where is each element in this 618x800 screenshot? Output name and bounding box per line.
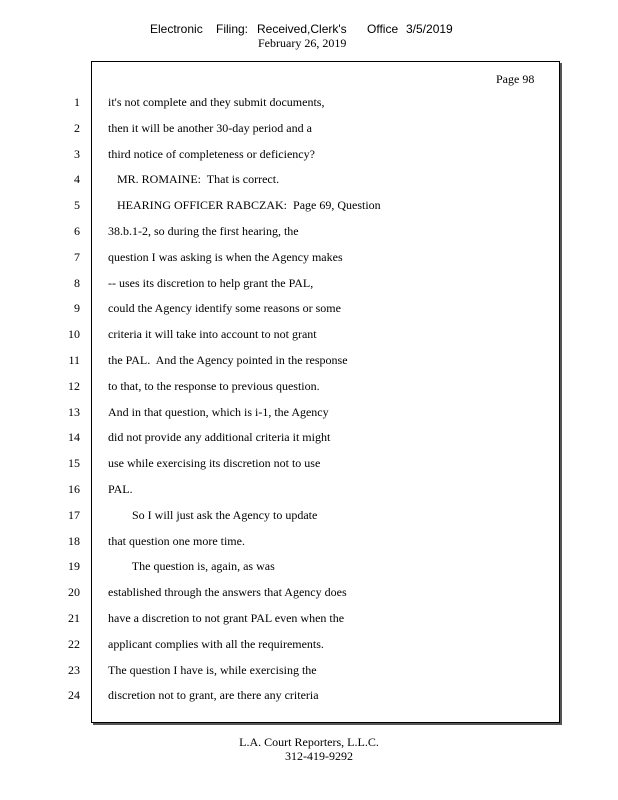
transcript-line <box>0 198 618 218</box>
line-text: 38.b.1-2, so during the first hearing, the <box>108 224 299 238</box>
line-text: HEARING OFFICER RABCZAK: Page 69, Question <box>108 198 381 213</box>
line-number: 21 <box>68 611 80 625</box>
transcript-line <box>0 559 618 579</box>
line-text: applicant complies with all the requirements. <box>108 636 324 651</box>
line-number: 8 <box>74 275 80 290</box>
hearing-date: February 26, 2019 <box>258 36 347 50</box>
transcript-line <box>0 663 618 683</box>
line-text: could the Agency identify some reasons or some <box>108 301 341 316</box>
line-text: criteria it will take into account to not grant <box>108 327 317 342</box>
transcript-line <box>0 327 618 347</box>
line-number: 19 <box>68 559 80 574</box>
line-text: then it will be another 30-day period and a <box>108 120 312 135</box>
line-number: 20 <box>68 585 80 600</box>
line-text: The question is, again, as was <box>108 559 275 574</box>
line-text: that question one more time. <box>108 533 245 548</box>
transcript-line <box>0 95 618 115</box>
transcript-line <box>0 534 618 554</box>
line-number: 5 <box>74 198 80 213</box>
line-number: 2 <box>74 120 80 135</box>
line-text: The question I have is, while exercising the <box>108 662 317 677</box>
line-number: 13 <box>68 404 80 419</box>
reporter-phone: 312-419-9292 <box>285 749 353 763</box>
transcript-line <box>0 353 618 373</box>
line-number: 10 <box>68 327 80 342</box>
transcript-line <box>0 456 618 476</box>
filing-word-filing: Filing: <box>216 22 249 36</box>
line-number: 9 <box>74 301 80 316</box>
line-text: discretion not to grant, are there any criteria <box>108 688 319 703</box>
filing-date-stamp: 3/5/2019 <box>406 22 453 36</box>
line-number: 15 <box>68 456 80 471</box>
line-text: MR. ROMAINE: That is correct. <box>108 172 280 187</box>
line-text: PAL. <box>108 482 133 496</box>
page-number: Page 98 <box>496 72 535 86</box>
line-number: 17 <box>68 507 80 522</box>
filing-word-received-clerks: Received,Clerk's <box>257 22 347 36</box>
transcript-line <box>0 250 618 270</box>
transcript-line <box>0 301 618 321</box>
line-number: 18 <box>68 533 80 548</box>
line-text: So I will just ask the Agency to update <box>108 507 318 522</box>
line-text: have a discretion to not grant PAL even when the <box>108 611 345 625</box>
line-text: the PAL. And the Agency pointed in the response <box>108 353 348 367</box>
transcript-line <box>0 688 618 708</box>
line-text: -- uses its discretion to help grant the PAL, <box>108 275 314 290</box>
transcript-line <box>0 585 618 605</box>
transcript-line <box>0 224 618 244</box>
line-number: 23 <box>68 662 80 677</box>
reporter-company: L.A. Court Reporters, L.L.C. <box>239 735 379 749</box>
transcript-line <box>0 405 618 425</box>
line-number: 24 <box>68 688 80 703</box>
line-number: 6 <box>74 224 80 238</box>
transcript-line <box>0 482 618 502</box>
filing-word-electronic: Electronic <box>150 22 203 36</box>
line-text: third notice of completeness or deficiency? <box>108 146 315 161</box>
transcript-line <box>0 637 618 657</box>
line-number: 22 <box>68 636 80 651</box>
transcript-line <box>0 276 618 296</box>
line-text: And in that question, which is i-1, the Agency <box>108 404 329 419</box>
transcript-line <box>0 147 618 167</box>
transcript-line <box>0 172 618 192</box>
filing-word-office: Office <box>367 22 399 36</box>
line-text: did not provide any additional criteria it might <box>108 430 331 445</box>
line-number: 12 <box>68 378 80 393</box>
line-number: 14 <box>68 430 80 445</box>
transcript-line <box>0 508 618 528</box>
transcript-line <box>0 430 618 450</box>
transcript-line <box>0 121 618 141</box>
transcript-line <box>0 379 618 399</box>
line-number: 16 <box>68 482 80 496</box>
line-number: 1 <box>74 95 80 109</box>
line-text: established through the answers that Agency does <box>108 585 347 600</box>
line-number: 7 <box>74 249 80 264</box>
line-text: question I was asking is when the Agency makes <box>108 249 343 264</box>
line-text: it's not complete and they submit documents, <box>108 95 325 109</box>
line-number: 11 <box>68 353 80 367</box>
line-text: to that, to the response to previous question. <box>108 378 320 393</box>
line-text: use while exercising its discretion not to use <box>108 456 321 471</box>
line-number: 4 <box>74 172 80 187</box>
line-number: 3 <box>74 146 80 161</box>
transcript-line <box>0 611 618 631</box>
